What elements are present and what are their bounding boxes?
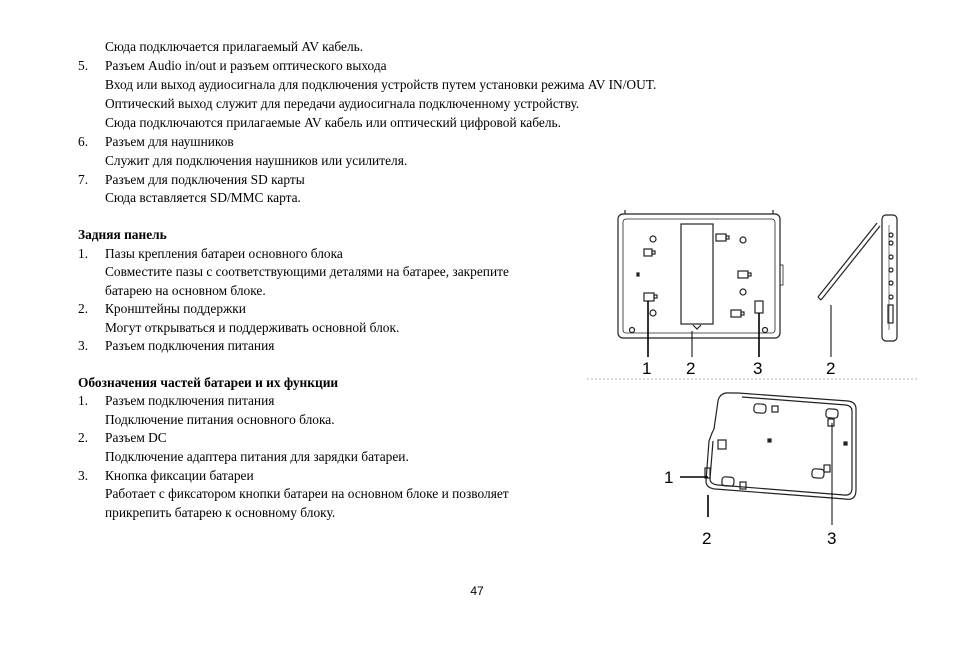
callout-label: 1	[642, 359, 652, 378]
list-item-title: Разъем для подключения SD карты	[105, 172, 305, 187]
text-line: Совместите пазы с соответствующими деталями на батарее, закрепите	[105, 264, 509, 279]
text-line: Служит для подключения наушников или усилителя.	[105, 153, 408, 168]
list-number: 6.	[78, 134, 89, 149]
section-heading: Обозначения частей батареи и их функции	[78, 375, 339, 390]
list-number: 1.	[78, 246, 89, 261]
battery-slot	[681, 224, 713, 324]
list-number: 1.	[78, 393, 89, 408]
list-item-title: Пазы крепления батареи основного блока	[105, 246, 343, 261]
battery-figure	[660, 385, 875, 550]
text-line: батарею на основном блоке.	[105, 283, 266, 298]
list-number: 2.	[78, 301, 89, 316]
mounting-slot	[644, 293, 654, 301]
text-line: Сюда подключается прилагаемый AV кабель.	[105, 39, 364, 54]
list-number: 3.	[78, 338, 89, 353]
text-line: Подключение питания основного блока.	[105, 412, 335, 427]
list-item-title: Кнопка фиксации батареи	[105, 468, 254, 483]
callout-label: 2	[702, 529, 712, 548]
list-item-title: Кронштейны поддержки	[105, 301, 246, 316]
text-line: Вход или выход аудиосигнала для подключения устройств путем установки режима AV IN/OUT.	[105, 77, 657, 92]
power-connector	[755, 301, 763, 313]
callout-label: 2	[826, 359, 836, 378]
callout-label: 1	[664, 468, 674, 487]
list-number: 3.	[78, 468, 89, 483]
page-number: 47	[470, 584, 484, 598]
battery-lock-button	[828, 419, 834, 426]
text-line: Работает с фиксатором кнопки батареи на основном блоке и позволяет	[105, 486, 509, 501]
text-line: Сюда вставляется SD/MMC карта.	[105, 190, 301, 205]
battery-power-connector	[718, 440, 726, 449]
text-line: Подключение адаптера питания для зарядки батареи.	[105, 449, 409, 464]
list-item-title: Разъем Audio in/out и разъем оптического выхода	[105, 58, 387, 73]
list-item-title: Разъем подключения питания	[105, 338, 275, 353]
rear-panel-figure	[585, 205, 920, 385]
text-line: Оптический выход служит для передачи аудиосигнала подключенному устройству.	[105, 96, 580, 111]
list-item-title: Разъем подключения питания	[105, 393, 275, 408]
callout-label: 3	[827, 529, 837, 548]
list-number: 5.	[78, 58, 89, 73]
callout-label: 2	[686, 359, 696, 378]
list-number: 7.	[78, 172, 89, 187]
list-number: 2.	[78, 430, 89, 445]
device-rear-body	[618, 214, 780, 338]
list-item-title: Разъем DC	[105, 430, 167, 445]
list-item-title: Разъем для наушников	[105, 134, 234, 149]
text-line: Могут открываться и поддерживать основной блок.	[105, 320, 400, 335]
text-line: прикрепить батарею к основному блоку.	[105, 505, 336, 520]
support-stand	[818, 223, 877, 297]
text-line: Сюда подключаются прилагаемые AV кабель или оптический цифровой кабель.	[105, 115, 561, 130]
callout-label: 3	[753, 359, 763, 378]
section-heading: Задняя панель	[78, 227, 167, 242]
